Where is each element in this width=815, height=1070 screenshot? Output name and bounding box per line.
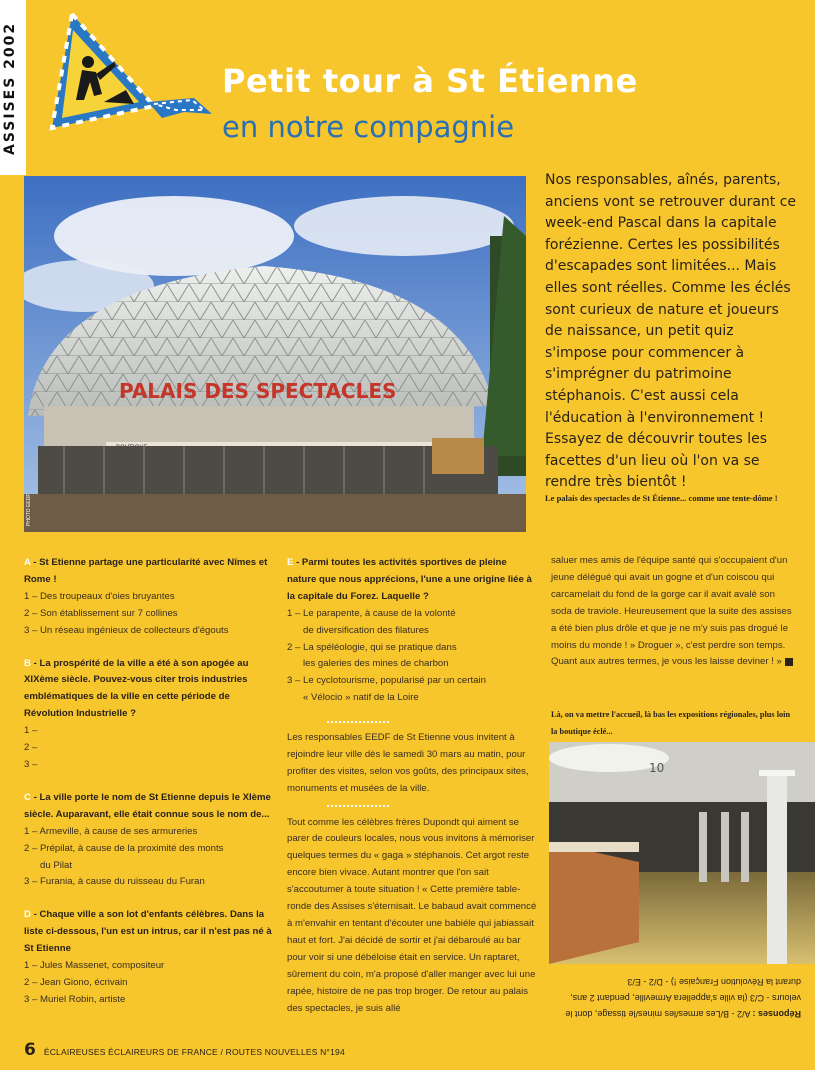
answers-label: Réponses : [752, 1009, 801, 1019]
question-text: - Chaque ville a son lot d'enfants célèbres. Dans la liste ci-dessous, l'un est un intrus, car il n'est pas né à St Etienne [24, 909, 272, 955]
question-letter: E [287, 557, 294, 568]
question-letter: B [24, 657, 31, 669]
question-letter: D [24, 909, 31, 921]
answer-option: 2 – La spéléologie, qui se pratique dans [287, 641, 457, 653]
answer-option: 1 – [24, 725, 38, 737]
question-letter: C [24, 791, 31, 803]
answer-option: 2 – Prépilat, à cause de la proximité des monts [24, 842, 224, 854]
answer-option: 2 – [24, 742, 38, 754]
photo-sign-text: PALAIS DES SPECTACLES [119, 379, 397, 403]
side-tab [0, 0, 26, 175]
page-number: 6 [24, 1040, 36, 1060]
side-tab-label: ASSISES 2002 [2, 21, 18, 156]
answer-option: 3 – Le cyclotourisme, popularisé par un certain [287, 675, 486, 687]
quiz-column-1 [24, 555, 280, 1025]
answer-option: « Vélocio » natif de la Loire [303, 692, 419, 704]
answer-option: 1 – Le parapente, à cause de la volonté [287, 607, 456, 619]
gaga-paragraph: Tout comme les célèbres frères Dupondt qui aiment se parer de couleurs locales, nous vous invitons à mémoriser quelques termes du « gaga » stéphanois. Cet argot reste encore bien vivace. Autant montrer que l'on sait s'accoutumer à toute situation ! « Cette première table-ronde des Assises s'éternisait. Le babaud avait commencé à m'envahir en tentant d'écouter une babiéle qui jabiassait haut et fort. J'ai décidé de sortir et j'ai débaroulé au bar pour voir si une débéloise était en service. Un raptaret, sûrement du coin, m'a proposé d'aller manger avec lui une rapée, histoire de ne pas trop broger. De retour au palais des spectacles, je suis allé [287, 816, 537, 1014]
question-text: - La ville porte le nom de St Etienne depuis le XIème siècle. Auparavant, elle était connue sous le nom de... [24, 791, 271, 820]
footer-publication: ÉCLAIREUSES ÉCLAIREURS DE FRANCE / ROUTES NOUVELLES N°194 [43, 1047, 345, 1057]
photo-caption-dome: Le palais des spectacles de St Étienne... comme une tente-dôme ! [545, 493, 778, 503]
roadwork-sign-logo [44, 10, 214, 135]
interior-hall-photo [549, 742, 815, 964]
answer-option: 3 – Furania, à cause du ruisseau du Furan [24, 876, 205, 888]
quiz-answers-upside-down [551, 966, 801, 1022]
dotted-separator [287, 798, 537, 815]
answer-option: 1 – Jules Massenet, compositeur [24, 960, 165, 972]
question-text: - Parmi toutes les activités sportives de pleine nature que nous apprécions, l'une a une origine liée à la capitale du Forez. Laquelle ? [287, 557, 532, 602]
page-title: Petit tour à St Étienne [222, 62, 638, 100]
answers-text: A/2 - B/Les armes/les mines/le tissage, dont le velours - C/3 (la ville s'appellera Armeville, pendant 2 ans, durant la Révolution Française !) - D/2 - E/3 [565, 977, 801, 1019]
palais-des-spectacles-photo [24, 176, 526, 532]
answer-option: 2 – Son établissement sur 7 collines [24, 607, 178, 619]
answer-option: 3 – [24, 758, 38, 770]
question-b [24, 656, 280, 774]
question-text: - St Etienne partage une particularité avec Nîmes et Rome ! [24, 557, 268, 585]
answer-option: de diversification des filatures [303, 624, 429, 636]
question-a [24, 555, 280, 640]
question-e [287, 555, 537, 707]
page-subtitle: en notre compagnie [222, 110, 515, 144]
end-mark [785, 658, 793, 666]
answer-option: du Pilat [40, 859, 72, 871]
page-footer [24, 1040, 345, 1060]
intro-paragraph: Nos responsables, aînés, parents, anciens vont se retrouver durant ce week-end Pascal dans la capitale forézienne. Certes les possibilités d'escapades sont limitées... Mais elles sont réelles. Comme les éclés sont curieux de nature et joueurs de naissance, un petit quiz s'impose pour commencer à s'imprégner du patrimoine stéphanois. C'est aussi cela l'éducation à l'environnement ! Essayez de découvrir toutes les facettes d'un lieu où l'on va se rendre très bientôt ! [545, 172, 797, 491]
question-c [24, 790, 280, 891]
answer-option: 3 – Un réseau ingénieux de collecteurs d'égouts [24, 624, 229, 636]
answer-option: 1 – Des troupeaux d'oies bruyantes [24, 590, 175, 602]
dotted-separator [287, 713, 537, 730]
quiz-column-2 [287, 555, 537, 1017]
answer-option: 2 – Jean Giono, écrivain [24, 976, 128, 988]
question-d [24, 907, 280, 1008]
invite-paragraph: Les responsables EEDF de St Etienne vous invitent à rejoindre leur ville dès le samedi 30 mars au matin, pour profiter des visites, selon vos goûts, des principaux sites, monuments et musées de la ville. [287, 732, 529, 794]
answer-option: les galeries des mines de charbon [303, 658, 449, 670]
answer-option: 1 – Armeville, à cause de ses armureries [24, 825, 198, 837]
question-text: - La prospérité de la ville a été à son apogée au XIXème siècle. Pouvez-vous citer trois industries emblématiques de la ville en cette période de Révolution Industrielle ? [24, 657, 249, 720]
story-continuation: saluer mes amis de l'équipe santé qui s'occupaient d'un jeune délégué qui avait un gogne et d'un coiscou qui carcamelait du fond de la gorge car il avait avalé son soda de traviole. Heureusement que la suite des assises a été bien plus drôle et que je ne m'y suis pas drogué le moins du monde ! » Droguer », c'est perdre son temps. Quant aux autres termes, je vous les laisse deviner ! » [551, 555, 792, 668]
photo-credit: PHOTO EEDF [26, 493, 32, 526]
hall-sign-number: 10 [649, 761, 665, 775]
story-column-3 [551, 553, 796, 671]
photo-caption-hall: Là, on va mettre l'accueil, là bas les expositions régionales, plus loin la boutique éclé... [551, 710, 791, 736]
question-letter: A [24, 557, 31, 568]
answer-option: 3 – Muriel Robin, artiste [24, 993, 126, 1005]
